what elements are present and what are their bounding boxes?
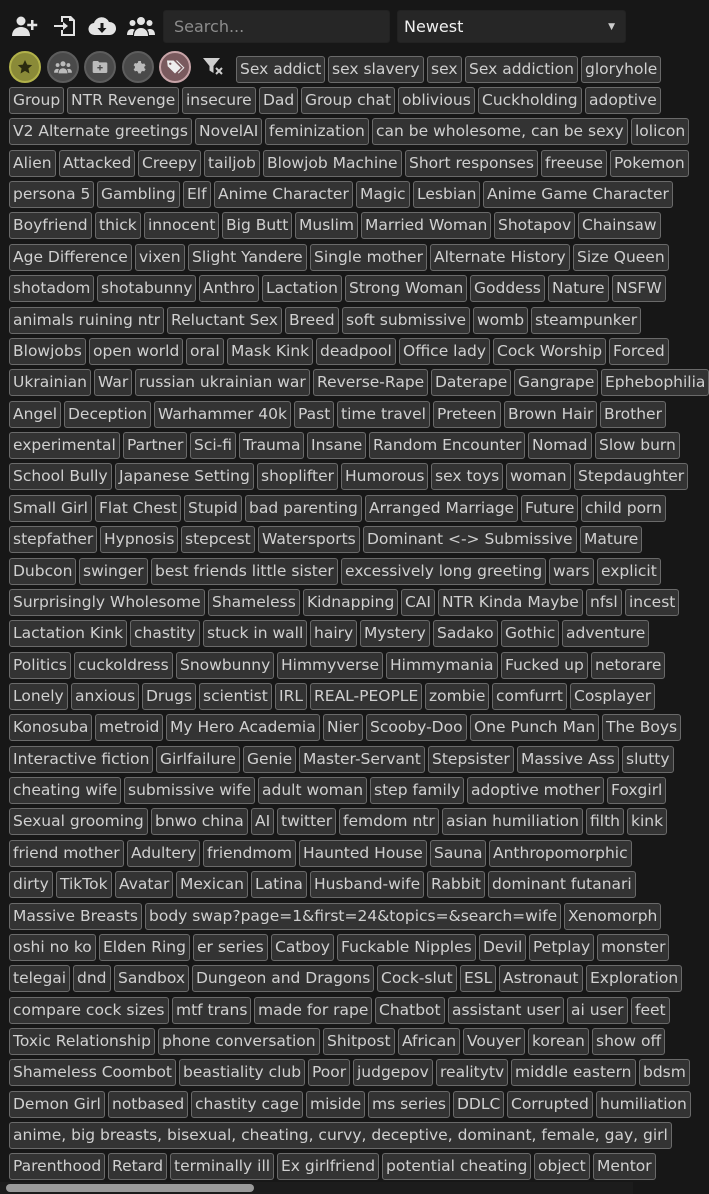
tag-chip[interactable]: Chainsaw bbox=[578, 212, 661, 239]
tag-chip[interactable]: terminally ill bbox=[170, 1153, 274, 1180]
tag-chip[interactable]: War bbox=[94, 369, 132, 396]
tag-chip[interactable]: judgepov bbox=[353, 1059, 433, 1086]
tag-row bbox=[0, 401, 662, 428]
tag-chip[interactable]: Mexican bbox=[176, 871, 248, 898]
tag-chip[interactable]: russian ukrainian war bbox=[135, 369, 310, 396]
tag-chip[interactable]: can be wholesome, can be sexy bbox=[372, 118, 628, 145]
tag-chip[interactable]: Brother bbox=[600, 401, 666, 428]
tag-row bbox=[0, 307, 638, 334]
tag-chip[interactable]: Muslim bbox=[295, 212, 358, 239]
tag-chip[interactable]: Drugs bbox=[142, 683, 196, 710]
tag-chip[interactable]: animals ruining ntr bbox=[9, 307, 164, 334]
tag-chip[interactable]: nfsl bbox=[586, 589, 622, 616]
tag-chip[interactable]: dirty bbox=[9, 871, 53, 898]
tag-chip[interactable]: incest bbox=[625, 589, 679, 616]
tag-chip[interactable]: Creepy bbox=[138, 150, 201, 177]
tag-chip[interactable]: V2 Alternate greetings bbox=[9, 118, 192, 145]
tag-row bbox=[0, 463, 685, 490]
tag-chip[interactable]: experimental bbox=[9, 432, 120, 459]
tag-chip[interactable]: bad parenting bbox=[245, 495, 362, 522]
tag-chip[interactable]: IRL bbox=[275, 683, 307, 710]
tag-chip[interactable]: Small Girl bbox=[9, 495, 92, 522]
tag-chip[interactable]: Office lady bbox=[399, 338, 490, 365]
tag-list bbox=[0, 54, 706, 1182]
tag-chip[interactable]: Lactation Kink bbox=[9, 620, 127, 647]
tag-chip[interactable]: Deception bbox=[64, 401, 151, 428]
tag-chip[interactable]: Politics bbox=[9, 652, 71, 679]
tag-chip[interactable]: Magic bbox=[356, 181, 410, 208]
tag-chip[interactable]: soft submissive bbox=[342, 307, 470, 334]
cloud-download-icon[interactable] bbox=[87, 11, 117, 41]
tag-chip[interactable]: open world bbox=[89, 338, 183, 365]
tag-row bbox=[0, 997, 666, 1024]
tag-chip[interactable]: chastity bbox=[130, 620, 200, 647]
tag-chip[interactable]: Stepdaughter bbox=[574, 463, 688, 490]
tag-chip[interactable]: Massive Ass bbox=[517, 746, 619, 773]
tag-chip[interactable]: My Hero Academia bbox=[166, 714, 320, 741]
tag-chip[interactable]: NTR Revenge bbox=[67, 87, 179, 114]
tag-chip[interactable]: Age Difference bbox=[9, 244, 132, 271]
tag-chip[interactable]: DDLC bbox=[453, 1091, 504, 1118]
tag-chip[interactable]: Interactive fiction bbox=[9, 746, 153, 773]
tag-chip[interactable]: compare cock sizes bbox=[9, 997, 169, 1024]
tag-chip[interactable]: oral bbox=[186, 338, 224, 365]
tag-chip[interactable]: Slow burn bbox=[595, 432, 680, 459]
tag-row bbox=[0, 965, 679, 992]
tag-chip[interactable]: sex bbox=[427, 56, 462, 83]
tag-chip[interactable]: womb bbox=[473, 307, 528, 334]
add-user-icon[interactable] bbox=[10, 11, 40, 41]
chevron-down-icon: ▼ bbox=[608, 21, 615, 32]
import-icon[interactable] bbox=[50, 11, 80, 41]
tag-chip[interactable]: Slight Yandere bbox=[188, 244, 307, 271]
tag-chip[interactable]: Elden Ring bbox=[99, 934, 190, 961]
tag-chip[interactable]: middle eastern bbox=[511, 1059, 636, 1086]
tag-chip[interactable]: Anime Character bbox=[214, 181, 353, 208]
tag-chip[interactable]: Mystery bbox=[360, 620, 430, 647]
tag-chip[interactable]: Nature bbox=[548, 275, 609, 302]
tag-chip[interactable]: Anime Game Character bbox=[483, 181, 673, 208]
tag-chip[interactable]: Partner bbox=[123, 432, 187, 459]
tag-chip[interactable]: Genie bbox=[243, 746, 296, 773]
tag-chip[interactable]: Sexual grooming bbox=[9, 808, 148, 835]
tag-chip[interactable]: Mentor bbox=[593, 1153, 656, 1180]
tag-chip[interactable]: Petplay bbox=[529, 934, 594, 961]
tag-chip[interactable]: Nier bbox=[323, 714, 363, 741]
tag-chip[interactable]: cheating wife bbox=[9, 777, 121, 804]
tag-chip[interactable]: Exploration bbox=[586, 965, 682, 992]
tag-chip[interactable]: NSFW bbox=[612, 275, 666, 302]
tag-chip[interactable]: Lonely bbox=[9, 683, 68, 710]
search-input[interactable] bbox=[163, 10, 390, 43]
tag-chip[interactable]: Konosuba bbox=[9, 714, 92, 741]
tag-chip[interactable]: Rabbit bbox=[427, 871, 485, 898]
tag-row bbox=[0, 87, 657, 114]
tag-chip[interactable]: notbased bbox=[108, 1091, 188, 1118]
tag-row bbox=[0, 934, 666, 961]
tag-row bbox=[0, 495, 662, 522]
tag-row bbox=[0, 275, 662, 302]
tag-chip[interactable]: Girlfailure bbox=[156, 746, 240, 773]
tag-chip[interactable]: miside bbox=[306, 1091, 365, 1118]
tag-chip[interactable]: Chatbot bbox=[375, 997, 445, 1024]
tag-chip[interactable]: vixen bbox=[135, 244, 185, 271]
tag-chip[interactable]: gloryhole bbox=[581, 56, 661, 83]
tag-chip[interactable]: femdom ntr bbox=[339, 808, 439, 835]
tag-row bbox=[0, 338, 665, 365]
tag-chip[interactable]: insecure bbox=[182, 87, 256, 114]
tag-chip[interactable]: sex slavery bbox=[328, 56, 424, 83]
tag-chip[interactable]: freeuse bbox=[541, 150, 607, 177]
tag-chip[interactable]: Surprisingly Wholesome bbox=[9, 589, 205, 616]
tag-chip[interactable]: made for rape bbox=[254, 997, 372, 1024]
tag-chip[interactable]: Astronaut bbox=[499, 965, 583, 992]
tag-chip[interactable]: stepfather bbox=[9, 526, 97, 553]
tag-chip[interactable]: mtf trans bbox=[172, 997, 251, 1024]
tag-chip[interactable]: Devil bbox=[479, 934, 526, 961]
tag-chip[interactable]: AI bbox=[251, 808, 274, 835]
tag-chip[interactable]: Shotapov bbox=[494, 212, 575, 239]
tag-chip[interactable]: African bbox=[398, 1028, 460, 1055]
tag-chip[interactable]: Ex girlfriend bbox=[277, 1153, 379, 1180]
tag-row bbox=[0, 620, 646, 647]
tag-chip[interactable]: Retard bbox=[108, 1153, 167, 1180]
tag-chip[interactable]: Gothic bbox=[501, 620, 559, 647]
scrollbar-thumb[interactable] bbox=[6, 1184, 254, 1192]
tag-row bbox=[0, 808, 664, 835]
tag-chip[interactable]: Shitpost bbox=[323, 1028, 395, 1055]
tag-chip[interactable]: NovelAI bbox=[195, 118, 262, 145]
tag-chip[interactable]: Watersports bbox=[258, 526, 360, 553]
tag-chip[interactable]: Xenomorph bbox=[564, 903, 661, 930]
tag-chip[interactable]: Sauna bbox=[430, 840, 486, 867]
tag-chip[interactable]: er series bbox=[193, 934, 268, 961]
tag-chip[interactable]: Insane bbox=[307, 432, 366, 459]
tag-row bbox=[0, 589, 676, 616]
tag-chip[interactable]: The Boys bbox=[602, 714, 681, 741]
tag-chip[interactable]: oblivious bbox=[398, 87, 475, 114]
tag-chip[interactable]: Vouyer bbox=[463, 1028, 525, 1055]
tag-chip[interactable]: Short responses bbox=[405, 150, 538, 177]
tag-chip[interactable]: Japanese Setting bbox=[115, 463, 254, 490]
tag-chip[interactable]: Pokemon bbox=[610, 150, 689, 177]
tag-row bbox=[0, 212, 657, 239]
tag-chip[interactable]: Scooby-Doo bbox=[366, 714, 467, 741]
tag-chip[interactable]: Boyfriend bbox=[9, 212, 92, 239]
tag-chip[interactable]: Size Queen bbox=[573, 244, 669, 271]
tag-chip[interactable]: cuckoldress bbox=[74, 652, 173, 679]
tag-chip[interactable]: Past bbox=[294, 401, 334, 428]
tag-chip[interactable]: Daterape bbox=[431, 369, 511, 396]
tag-chip[interactable]: bdsm bbox=[639, 1059, 690, 1086]
tag-chip[interactable]: Group chat bbox=[301, 87, 395, 114]
tag-chip[interactable]: adoptive bbox=[585, 87, 661, 114]
tag-chip[interactable]: Brown Hair bbox=[504, 401, 597, 428]
tag-row bbox=[0, 150, 685, 177]
tag-chip[interactable]: netorare bbox=[591, 652, 665, 679]
tag-chip[interactable]: tailjob bbox=[204, 150, 260, 177]
tag-chip[interactable]: Cosplayer bbox=[570, 683, 655, 710]
tag-chip[interactable]: Master-Servant bbox=[299, 746, 425, 773]
tag-chip[interactable]: Strong Woman bbox=[345, 275, 467, 302]
tag-row bbox=[0, 1059, 686, 1086]
tag-chip[interactable]: Arranged Marriage bbox=[365, 495, 518, 522]
tag-chip[interactable]: Mask Kink bbox=[227, 338, 313, 365]
tag-row bbox=[0, 1091, 687, 1118]
tag-chip[interactable]: Toxic Relationship bbox=[9, 1028, 155, 1055]
tag-chip[interactable]: Sadako bbox=[433, 620, 498, 647]
tag-chip[interactable]: deadpool bbox=[316, 338, 396, 365]
tag-chip[interactable]: Parenthood bbox=[9, 1153, 105, 1180]
tag-chip[interactable]: Fucked up bbox=[501, 652, 588, 679]
tag-row bbox=[0, 181, 669, 208]
tag-row bbox=[0, 432, 676, 459]
tag-chip[interactable]: friend mother bbox=[9, 840, 124, 867]
tag-chip[interactable]: Massive Breasts bbox=[9, 903, 142, 930]
tag-row bbox=[0, 683, 652, 710]
tag-chip[interactable]: twitter bbox=[277, 808, 336, 835]
tag-chip[interactable]: lolicon bbox=[631, 118, 689, 145]
tag-chip[interactable]: step family bbox=[370, 777, 464, 804]
tag-chip[interactable]: steampunker bbox=[531, 307, 641, 334]
tag-chip[interactable]: filth bbox=[586, 808, 624, 835]
tag-chip[interactable]: Stepsister bbox=[428, 746, 514, 773]
tag-chip[interactable]: Warhammer 40k bbox=[154, 401, 291, 428]
tag-chip[interactable]: Latina bbox=[251, 871, 307, 898]
tag-chip[interactable]: dnd bbox=[73, 965, 111, 992]
tag-chip[interactable]: child porn bbox=[581, 495, 666, 522]
tag-chip[interactable]: Dominant <-> Submissive bbox=[363, 526, 577, 553]
tag-chip[interactable]: explicit bbox=[597, 558, 661, 585]
tag-row bbox=[0, 1153, 652, 1180]
tag-chip[interactable]: ms series bbox=[368, 1091, 450, 1118]
tag-chip[interactable]: adoptive mother bbox=[467, 777, 604, 804]
tag-chip[interactable]: potential cheating bbox=[382, 1153, 531, 1180]
tag-chip[interactable]: Single mother bbox=[310, 244, 427, 271]
tag-chip[interactable]: Blowjobs bbox=[9, 338, 86, 365]
tag-chip[interactable]: adventure bbox=[562, 620, 649, 647]
tag-chip[interactable]: Attacked bbox=[59, 150, 135, 177]
tag-chip[interactable]: Cock Worship bbox=[493, 338, 606, 365]
tag-chip[interactable]: Random Encounter bbox=[369, 432, 525, 459]
tag-chip[interactable]: dominant futanari bbox=[488, 871, 636, 898]
tag-chip[interactable]: shoplifter bbox=[257, 463, 338, 490]
tag-chip[interactable]: best friends little sister bbox=[151, 558, 338, 585]
tag-chip[interactable]: Trauma bbox=[239, 432, 304, 459]
tag-chip[interactable]: Alternate History bbox=[430, 244, 570, 271]
tag-chip[interactable]: Angel bbox=[9, 401, 61, 428]
tag-chip[interactable]: ai user bbox=[567, 997, 628, 1024]
tag-chip[interactable]: excessively long greeting bbox=[341, 558, 546, 585]
tag-chip[interactable]: Blowjob Machine bbox=[263, 150, 402, 177]
tag-chip[interactable]: CAI bbox=[401, 589, 435, 616]
users-icon[interactable] bbox=[126, 11, 156, 41]
tag-chip[interactable]: Lactation bbox=[262, 275, 342, 302]
tag-chip[interactable]: Humorous bbox=[341, 463, 428, 490]
tag-chip[interactable]: kink bbox=[627, 808, 667, 835]
tag-chip[interactable]: Hypnosis bbox=[100, 526, 178, 553]
tag-chip[interactable]: friendmom bbox=[203, 840, 296, 867]
tag-chip[interactable]: persona 5 bbox=[9, 181, 94, 208]
sort-select[interactable] bbox=[397, 10, 626, 43]
tag-chip[interactable]: bnwo china bbox=[151, 808, 248, 835]
tag-row bbox=[0, 652, 662, 679]
tag-chip[interactable]: beastiality club bbox=[179, 1059, 305, 1086]
tag-chip[interactable]: Future bbox=[521, 495, 578, 522]
tag-chip[interactable]: realitytv bbox=[436, 1059, 508, 1086]
tag-chip[interactable]: asian humiliation bbox=[442, 808, 583, 835]
tag-chip[interactable]: slutty bbox=[622, 746, 674, 773]
tag-chip[interactable]: Fuckable Nipples bbox=[337, 934, 476, 961]
tag-chip[interactable]: Anthropomorphic bbox=[489, 840, 632, 867]
toolbar bbox=[0, 0, 633, 50]
tag-chip[interactable]: assistant user bbox=[448, 997, 564, 1024]
tag-chip[interactable]: comfurrt bbox=[492, 683, 567, 710]
tag-chip[interactable]: korean bbox=[528, 1028, 589, 1055]
horizontal-scrollbar[interactable] bbox=[0, 1182, 633, 1194]
tag-chip[interactable]: Nomad bbox=[528, 432, 592, 459]
tag-chip[interactable]: anime, big breasts, bisexual, cheating, curvy, deceptive, dominant, female, gay, girl bbox=[9, 1122, 672, 1149]
tag-chip[interactable]: thick bbox=[95, 212, 141, 239]
tag-chip[interactable]: Husband-wife bbox=[310, 871, 424, 898]
tag-chip[interactable]: adult woman bbox=[258, 777, 367, 804]
tag-chip[interactable]: Dubcon bbox=[9, 558, 76, 585]
tag-chip[interactable]: anxious bbox=[71, 683, 139, 710]
tag-chip[interactable]: School Bully bbox=[9, 463, 112, 490]
tag-chip[interactable]: Forced bbox=[609, 338, 669, 365]
tag-row bbox=[0, 871, 633, 898]
tag-chip[interactable]: Sci-fi bbox=[190, 432, 236, 459]
tag-chip[interactable]: Gambling bbox=[97, 181, 180, 208]
tag-chip[interactable]: Goddess bbox=[470, 275, 545, 302]
tag-chip[interactable]: Reverse-Rape bbox=[313, 369, 428, 396]
tag-chip[interactable]: feminization bbox=[265, 118, 369, 145]
tag-chip[interactable]: Breed bbox=[285, 307, 339, 334]
tag-chip[interactable]: Sex addiction bbox=[465, 56, 578, 83]
tag-chip[interactable]: Stupid bbox=[184, 495, 242, 522]
tag-chip[interactable]: telegai bbox=[9, 965, 70, 992]
sort-select-value: Newest bbox=[404, 17, 464, 36]
tag-chip[interactable]: Himmyverse bbox=[277, 652, 383, 679]
tag-chip[interactable]: Mature bbox=[580, 526, 642, 553]
tag-chip[interactable]: Preteen bbox=[433, 401, 501, 428]
tag-chip[interactable]: zombie bbox=[425, 683, 489, 710]
tag-chip[interactable]: Catboy bbox=[271, 934, 334, 961]
tag-chip[interactable]: time travel bbox=[337, 401, 430, 428]
tag-chip[interactable]: Haunted House bbox=[299, 840, 427, 867]
tag-row bbox=[0, 840, 633, 867]
tag-chip[interactable]: woman bbox=[506, 463, 571, 490]
tag-chip[interactable]: ESL bbox=[460, 965, 496, 992]
tag-chip[interactable]: Shameless Coombot bbox=[9, 1059, 176, 1086]
tag-row bbox=[0, 526, 639, 553]
tag-chip[interactable]: Ephebophilia bbox=[601, 369, 709, 396]
tag-chip[interactable]: innocent bbox=[144, 212, 219, 239]
tag-chip[interactable]: Group bbox=[9, 87, 64, 114]
tag-chip[interactable]: scientist bbox=[199, 683, 272, 710]
tag-chip[interactable]: Corrupted bbox=[507, 1091, 593, 1118]
tag-chip[interactable]: Dungeon and Dragons bbox=[192, 965, 374, 992]
tag-row bbox=[0, 777, 663, 804]
tag-chip[interactable]: Adultery bbox=[127, 840, 200, 867]
tag-chip[interactable]: Alien bbox=[9, 150, 56, 177]
tag-chip[interactable]: REAL-PEOPLE bbox=[310, 683, 422, 710]
tag-chip[interactable]: stuck in wall bbox=[203, 620, 307, 647]
tag-row bbox=[0, 746, 670, 773]
tag-chip[interactable]: Anthro bbox=[199, 275, 259, 302]
tag-chip[interactable]: hairy bbox=[310, 620, 357, 647]
tag-chip[interactable]: monster bbox=[597, 934, 669, 961]
tag-chip[interactable]: Gangrape bbox=[514, 369, 598, 396]
tag-chip[interactable]: shotabunny bbox=[97, 275, 196, 302]
tag-chip[interactable]: Avatar bbox=[115, 871, 173, 898]
tag-chip[interactable]: Elf bbox=[183, 181, 211, 208]
tag-row bbox=[0, 1122, 668, 1149]
tag-chip[interactable]: Demon Girl bbox=[9, 1091, 105, 1118]
tag-chip[interactable]: submissive wife bbox=[124, 777, 255, 804]
tag-row bbox=[0, 903, 658, 930]
tag-chip[interactable]: humiliation bbox=[596, 1091, 691, 1118]
tag-chip[interactable]: body swap?page=1&first=24&topics=&search=wife bbox=[145, 903, 561, 930]
tag-chip[interactable]: Big Butt bbox=[222, 212, 292, 239]
tag-chip[interactable]: Sandbox bbox=[114, 965, 189, 992]
tag-chip[interactable]: wars bbox=[549, 558, 594, 585]
tag-chip[interactable]: stepcest bbox=[181, 526, 255, 553]
tag-chip[interactable]: Lesbian bbox=[413, 181, 480, 208]
tag-row bbox=[0, 558, 657, 585]
tag-chip[interactable]: Poor bbox=[308, 1059, 350, 1086]
tag-chip[interactable]: TikTok bbox=[56, 871, 112, 898]
tag-chip[interactable]: Foxgirl bbox=[607, 777, 666, 804]
tag-chip[interactable]: swinger bbox=[79, 558, 148, 585]
tag-row bbox=[0, 369, 706, 396]
tag-row bbox=[0, 56, 658, 83]
tag-row bbox=[0, 1028, 662, 1055]
tag-chip[interactable]: object bbox=[534, 1153, 590, 1180]
tag-chip[interactable]: Dad bbox=[259, 87, 298, 114]
tag-chip[interactable]: phone conversation bbox=[158, 1028, 320, 1055]
tag-chip[interactable]: Sex addict bbox=[236, 56, 325, 83]
tag-chip[interactable]: Snowbunny bbox=[176, 652, 274, 679]
tag-chip[interactable]: Cock-slut bbox=[377, 965, 457, 992]
tag-chip[interactable]: One Punch Man bbox=[470, 714, 599, 741]
tag-chip[interactable]: Reluctant Sex bbox=[167, 307, 282, 334]
tag-chip[interactable]: sex toys bbox=[431, 463, 503, 490]
tag-chip[interactable]: Married Woman bbox=[361, 212, 491, 239]
tag-chip[interactable]: show off bbox=[592, 1028, 665, 1055]
tag-chip[interactable]: NTR Kinda Maybe bbox=[438, 589, 583, 616]
tag-chip[interactable]: Himmymania bbox=[386, 652, 498, 679]
tag-chip[interactable]: oshi no ko bbox=[9, 934, 96, 961]
tag-row bbox=[0, 714, 678, 741]
tag-chip[interactable]: Cuckholding bbox=[478, 87, 582, 114]
tag-chip[interactable]: chastity cage bbox=[191, 1091, 303, 1118]
tag-row bbox=[0, 244, 665, 271]
tag-chip[interactable]: Flat Chest bbox=[95, 495, 181, 522]
tag-row bbox=[0, 118, 686, 145]
tag-chip[interactable]: metroid bbox=[95, 714, 163, 741]
tag-chip[interactable]: feet bbox=[631, 997, 670, 1024]
tag-chip[interactable]: Ukrainian bbox=[9, 369, 91, 396]
tag-chip[interactable]: Kidnapping bbox=[303, 589, 398, 616]
tag-chip[interactable]: Shameless bbox=[208, 589, 300, 616]
tag-chip[interactable]: shotadom bbox=[9, 275, 94, 302]
